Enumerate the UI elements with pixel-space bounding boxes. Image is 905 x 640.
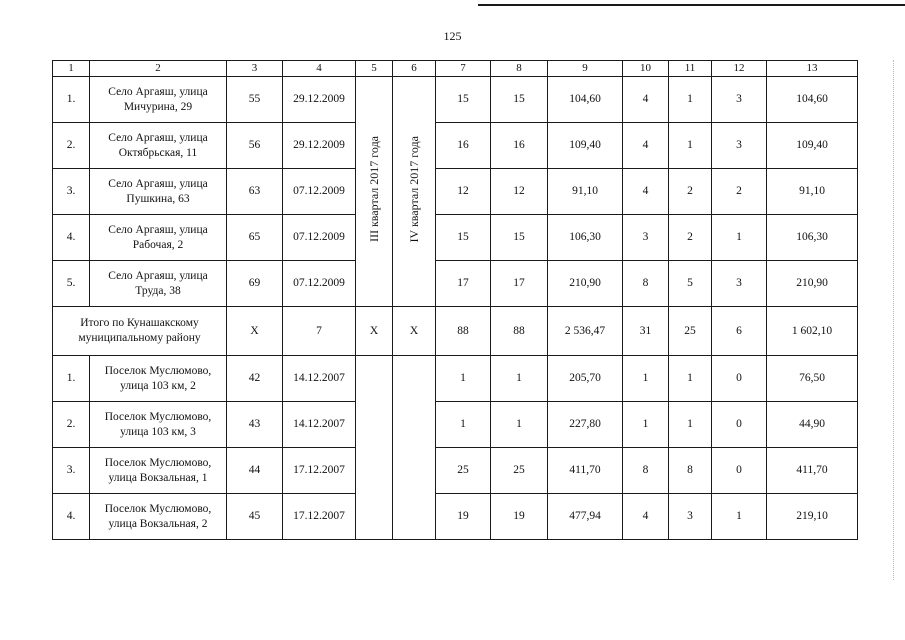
address-line: Село Аргаяш, улица: [108, 85, 208, 98]
row-number: 3.: [53, 448, 90, 494]
address-line: Пушкина, 63: [126, 192, 190, 205]
col-header: 2: [90, 61, 227, 77]
address-line: Село Аргаяш, улица: [108, 177, 208, 190]
cell-col11: 2: [669, 215, 712, 261]
cell-col10: 1: [623, 402, 669, 448]
total-col12: 6: [712, 307, 767, 356]
cell-col9: 227,80: [548, 402, 623, 448]
cell-col7: 12: [436, 169, 491, 215]
address-line: Поселок Муслюмово,: [104, 502, 212, 515]
cell-col12: 1: [712, 215, 767, 261]
doc-number: 63: [227, 169, 283, 215]
doc-number: 44: [227, 448, 283, 494]
address-line: улица 103 км, 3: [120, 425, 196, 438]
cell-col12: 3: [712, 77, 767, 123]
col-header: 12: [712, 61, 767, 77]
cell-col11: 1: [669, 123, 712, 169]
total-col11: 25: [669, 307, 712, 356]
empty-merged-cell: [356, 356, 393, 540]
scan-edge-artifact: [893, 60, 900, 580]
cell-col13: 104,60: [767, 77, 858, 123]
top-rule: [478, 4, 905, 6]
cell-col12: 0: [712, 356, 767, 402]
total-col5: Х: [356, 307, 393, 356]
cell-col8: 12: [491, 169, 548, 215]
cell-col9: 210,90: [548, 261, 623, 307]
address-cell: [90, 169, 227, 215]
row-number: 1.: [53, 77, 90, 123]
cell-col8: 1: [491, 402, 548, 448]
cell-col7: 1: [436, 402, 491, 448]
row-number: 4.: [53, 494, 90, 540]
address-line: улица Вокзальная, 2: [108, 517, 208, 530]
total-col10: 31: [623, 307, 669, 356]
doc-number: 56: [227, 123, 283, 169]
cell-col13: 219,10: [767, 494, 858, 540]
page-number: 125: [443, 29, 462, 43]
table-row: [53, 261, 858, 307]
cell-col13: 44,90: [767, 402, 858, 448]
cell-col7: 15: [436, 77, 491, 123]
col-header: 6: [393, 61, 436, 77]
col-header: 7: [436, 61, 491, 77]
cell-col8: 25: [491, 448, 548, 494]
table-row: [53, 402, 858, 448]
address-cell: [90, 448, 227, 494]
row-number: 4.: [53, 215, 90, 261]
cell-col7: 15: [436, 215, 491, 261]
total-col6: Х: [393, 307, 436, 356]
row-number: 3.: [53, 169, 90, 215]
address-cell: [90, 494, 227, 540]
address-line: Труда, 38: [135, 284, 181, 297]
address-line: улица Вокзальная, 1: [108, 471, 208, 484]
col-header: 3: [227, 61, 283, 77]
cell-col13: 76,50: [767, 356, 858, 402]
cell-col11: 8: [669, 448, 712, 494]
address-line: Октябрьская, 11: [118, 146, 198, 159]
cell-col12: 3: [712, 261, 767, 307]
cell-col13: 210,90: [767, 261, 858, 307]
cell-col12: 0: [712, 448, 767, 494]
doc-number: 45: [227, 494, 283, 540]
cell-col11: 1: [669, 356, 712, 402]
cell-col9: 411,70: [548, 448, 623, 494]
address-cell: [90, 261, 227, 307]
cell-col7: 25: [436, 448, 491, 494]
cell-col8: 17: [491, 261, 548, 307]
cell-col12: 3: [712, 123, 767, 169]
cell-col11: 2: [669, 169, 712, 215]
address-line: Рабочая, 2: [132, 238, 184, 251]
col-header: 5: [356, 61, 393, 77]
col-header: 8: [491, 61, 548, 77]
cell-col12: 1: [712, 494, 767, 540]
cell-col9: 109,40: [548, 123, 623, 169]
cell-col11: 5: [669, 261, 712, 307]
row-number: 2.: [53, 402, 90, 448]
cell-col11: 1: [669, 402, 712, 448]
cell-col10: 4: [623, 169, 669, 215]
table-row: [53, 169, 858, 215]
table-row: [53, 448, 858, 494]
col-header: 11: [669, 61, 712, 77]
doc-number: 65: [227, 215, 283, 261]
cell-col10: 8: [623, 448, 669, 494]
address-cell: [90, 215, 227, 261]
doc-number: 69: [227, 261, 283, 307]
relocation-quarter-cell: [356, 77, 393, 307]
doc-date: 07.12.2009: [283, 169, 356, 215]
total-label-line: муниципальному району: [78, 332, 201, 344]
address-cell: [90, 402, 227, 448]
doc-date: 17.12.2007: [283, 494, 356, 540]
cell-col7: 19: [436, 494, 491, 540]
cell-col10: 8: [623, 261, 669, 307]
cell-col8: 16: [491, 123, 548, 169]
total-label-line: Итого по Кунашакскому: [80, 317, 199, 329]
doc-date: 07.12.2009: [283, 261, 356, 307]
row-number: 5.: [53, 261, 90, 307]
total-col9: 2 536,47: [548, 307, 623, 356]
table-row: [53, 77, 858, 123]
cell-col13: 109,40: [767, 123, 858, 169]
cell-col8: 15: [491, 215, 548, 261]
cell-col8: 15: [491, 77, 548, 123]
doc-date: 29.12.2009: [283, 77, 356, 123]
address-cell: [90, 123, 227, 169]
cell-col9: 106,30: [548, 215, 623, 261]
cell-col11: 1: [669, 77, 712, 123]
doc-number: 42: [227, 356, 283, 402]
address-cell: [90, 356, 227, 402]
col-header: 1: [53, 61, 90, 77]
doc-number: 43: [227, 402, 283, 448]
cell-col9: 91,10: [548, 169, 623, 215]
housing-register-table: [52, 60, 858, 540]
cell-col12: 2: [712, 169, 767, 215]
row-number: 1.: [53, 356, 90, 402]
table-row: [53, 494, 858, 540]
total-col4: 7: [283, 307, 356, 356]
cell-col10: 1: [623, 356, 669, 402]
cell-col10: 4: [623, 77, 669, 123]
cell-col7: 17: [436, 261, 491, 307]
cell-col13: 411,70: [767, 448, 858, 494]
doc-date: 29.12.2009: [283, 123, 356, 169]
doc-number: 55: [227, 77, 283, 123]
cell-col13: 91,10: [767, 169, 858, 215]
cell-col9: 477,94: [548, 494, 623, 540]
cell-col13: 106,30: [767, 215, 858, 261]
address-line: Поселок Муслюмово,: [104, 364, 212, 377]
total-col8: 88: [491, 307, 548, 356]
table-row: [53, 356, 858, 402]
demolition-quarter-text: IV квартал 2017 года: [406, 135, 421, 243]
address-line: Село Аргаяш, улица: [108, 131, 208, 144]
demolition-quarter-cell: [393, 77, 436, 307]
cell-col7: 1: [436, 356, 491, 402]
col-header: 13: [767, 61, 858, 77]
cell-col8: 19: [491, 494, 548, 540]
cell-col9: 104,60: [548, 77, 623, 123]
total-col13: 1 602,10: [767, 307, 858, 356]
col-header: 10: [623, 61, 669, 77]
table-row: [53, 215, 858, 261]
cell-col10: 4: [623, 494, 669, 540]
row-number: 2.: [53, 123, 90, 169]
address-line: Село Аргаяш, улица: [108, 223, 208, 236]
cell-col8: 1: [491, 356, 548, 402]
cell-col9: 205,70: [548, 356, 623, 402]
address-line: Село Аргаяш, улица: [108, 269, 208, 282]
address-line: Поселок Муслюмово,: [104, 456, 212, 469]
total-label: [53, 307, 227, 356]
total-row: [53, 307, 858, 356]
empty-merged-cell: [393, 356, 436, 540]
doc-date: 14.12.2007: [283, 402, 356, 448]
address-line: Мичурина, 29: [123, 100, 193, 113]
cell-col10: 3: [623, 215, 669, 261]
col-header: 4: [283, 61, 356, 77]
doc-date: 17.12.2007: [283, 448, 356, 494]
cell-col10: 4: [623, 123, 669, 169]
address-line: Поселок Муслюмово,: [104, 410, 212, 423]
column-number-row: [53, 61, 858, 77]
cell-col11: 3: [669, 494, 712, 540]
address-line: улица 103 км, 2: [120, 379, 196, 392]
total-col3: Х: [227, 307, 283, 356]
doc-date: 14.12.2007: [283, 356, 356, 402]
total-col7: 88: [436, 307, 491, 356]
cell-col12: 0: [712, 402, 767, 448]
col-header: 9: [548, 61, 623, 77]
address-cell: [90, 77, 227, 123]
table-row: [53, 123, 858, 169]
relocation-quarter-text: III квартал 2017 года: [366, 135, 381, 242]
doc-date: 07.12.2009: [283, 215, 356, 261]
cell-col7: 16: [436, 123, 491, 169]
